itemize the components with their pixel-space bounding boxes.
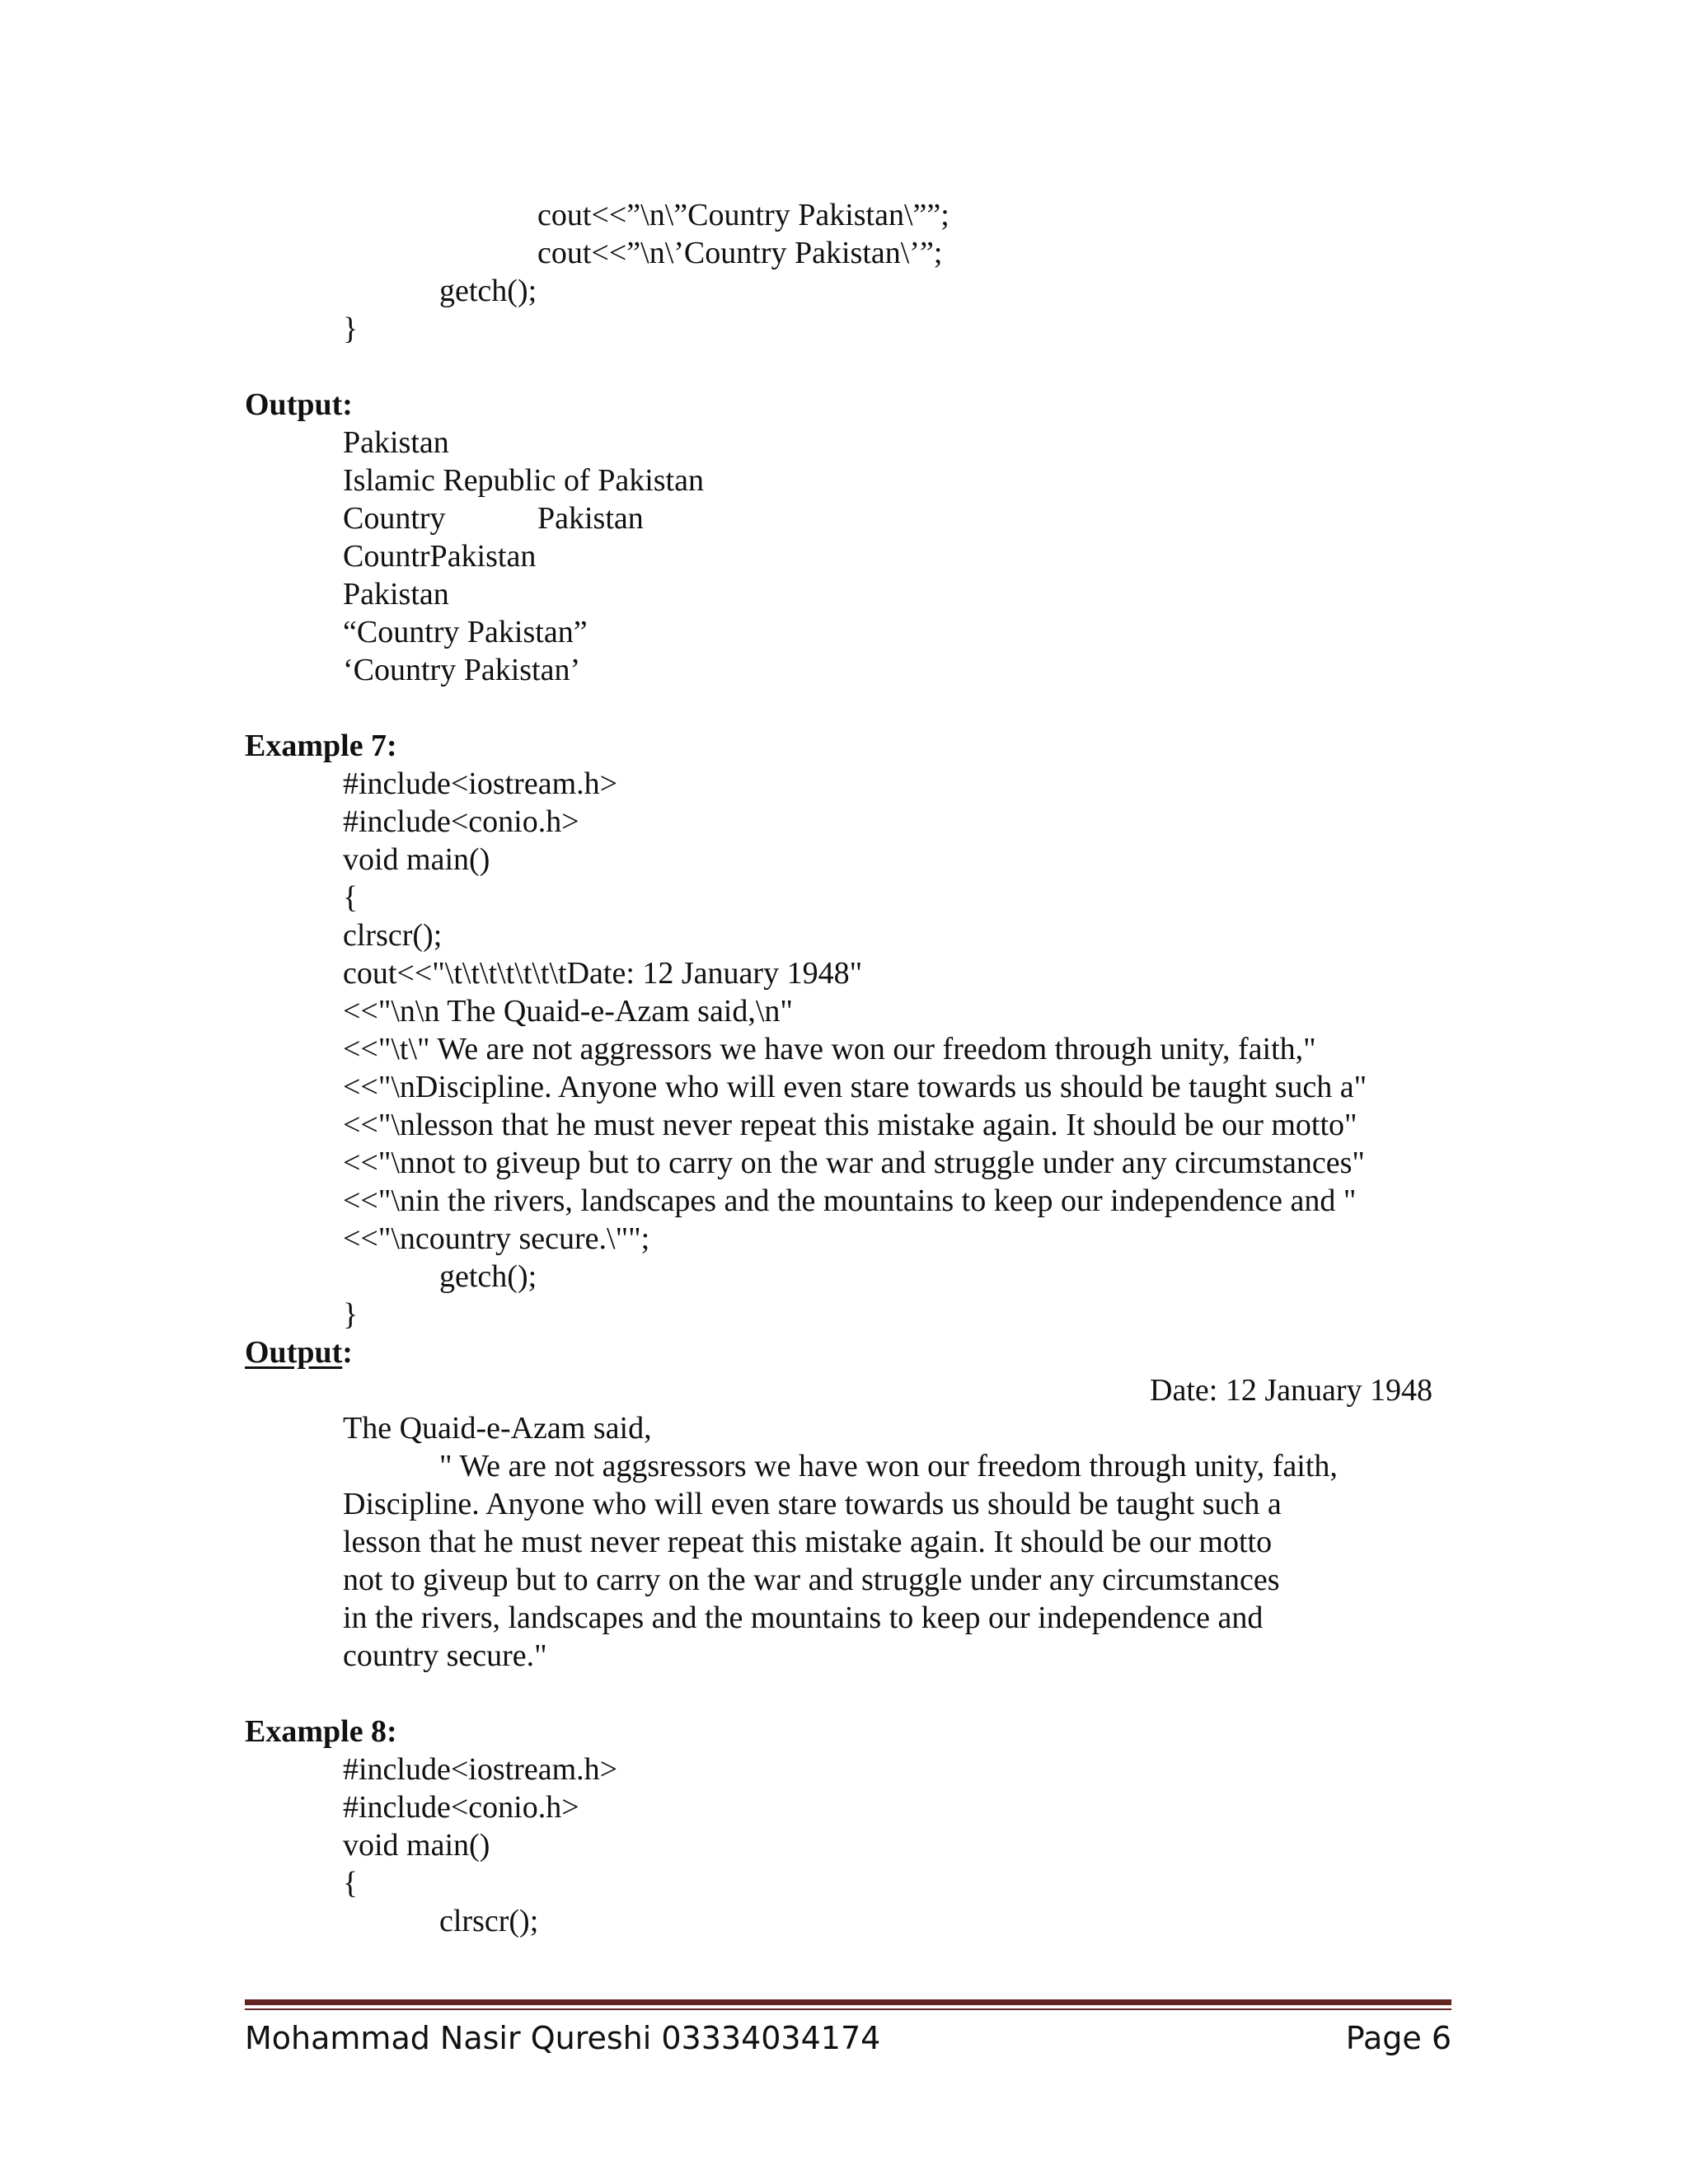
code-line: <<"\n\n The Quaid-e-Azam said,\n" [343, 994, 793, 1029]
code-line: { [343, 880, 359, 915]
output-line: The Quaid-e-Azam said, [343, 1411, 652, 1446]
output-line: CountrPakistan [343, 539, 537, 574]
code-line: cout<<”\n\”Country Pakistan\””; [537, 198, 950, 232]
code-line: { [343, 1866, 359, 1900]
output-line: lesson that he must never repeat this mistake again. It should be our motto [343, 1525, 1273, 1559]
code-line: <<"\nDiscipline. Anyone who will even stare towards us should be taught such a" [343, 1070, 1367, 1104]
code-line: cout<<”\n\’Country Pakistan\’”; [537, 236, 943, 270]
output-line: " We are not aggsressors we have won our freedom through unity, faith, [439, 1449, 1338, 1483]
code-line: <<"\nnot to giveup but to carry on the war and struggle under any circumstances" [343, 1146, 1365, 1180]
footer-page-number: Page 6 [1345, 2020, 1451, 2056]
output-line: Pakistan [343, 577, 449, 612]
footer-rule-thick [245, 1999, 1451, 2005]
code-line: getch(); [439, 1259, 537, 1294]
code-line: void main() [343, 842, 490, 877]
code-line: cout<<"\t\t\t\t\t\t\tDate: 12 January 1948" [343, 956, 863, 991]
output-line: “Country Pakistan” [343, 615, 588, 649]
output-line: not to giveup but to carry on the war and struggle under any circumstances [343, 1563, 1280, 1597]
output-line: Islamic Republic of Pakistan [343, 463, 704, 498]
output-line: Pakistan [343, 425, 449, 460]
code-line: #include<iostream.h> [343, 766, 618, 801]
code-line: <<"\t\" We are not aggressors we have won our freedom through unity, faith," [343, 1032, 1316, 1066]
footer-rule-thin [245, 2008, 1451, 2010]
code-line: clrscr(); [439, 1904, 539, 1938]
output-heading [245, 1333, 353, 1371]
code-line: } [343, 312, 359, 346]
code-line: #include<conio.h> [343, 1790, 579, 1825]
output-heading-label: Output [245, 1335, 343, 1370]
code-line: <<"\nlesson that he must never repeat this mistake again. It should be our motto" [343, 1108, 1357, 1142]
output-line: Discipline. Anyone who will even stare towards us should be taught such a [343, 1487, 1282, 1521]
code-line: <<"\ncountry secure.\""; [343, 1221, 650, 1256]
code-line: clrscr(); [343, 918, 443, 953]
output-line: in the rivers, landscapes and the mountains to keep our independence and [343, 1601, 1264, 1635]
output-heading-colon: : [342, 1335, 353, 1370]
code-line: void main() [343, 1828, 490, 1863]
output-line: ‘Country Pakistan’ [343, 653, 581, 687]
code-line: } [343, 1297, 359, 1332]
code-line: <<"\nin the rivers, landscapes and the mountains to keep our independence and " [343, 1183, 1357, 1218]
output-line: Pakistan [537, 501, 644, 536]
code-line: #include<conio.h> [343, 804, 579, 839]
code-line: #include<iostream.h> [343, 1752, 618, 1787]
code-line: getch(); [439, 274, 537, 308]
output-line: country secure." [343, 1638, 547, 1673]
footer-author: Mohammad Nasir Qureshi 03334034174 [245, 2020, 881, 2056]
example-8-heading: Example 8: [245, 1714, 397, 1749]
output-line: Country [343, 501, 446, 536]
example-7-heading: Example 7: [245, 729, 397, 763]
output-heading: Output: [245, 387, 353, 422]
output-date: Date: 12 January 1948 [1150, 1373, 1432, 1408]
